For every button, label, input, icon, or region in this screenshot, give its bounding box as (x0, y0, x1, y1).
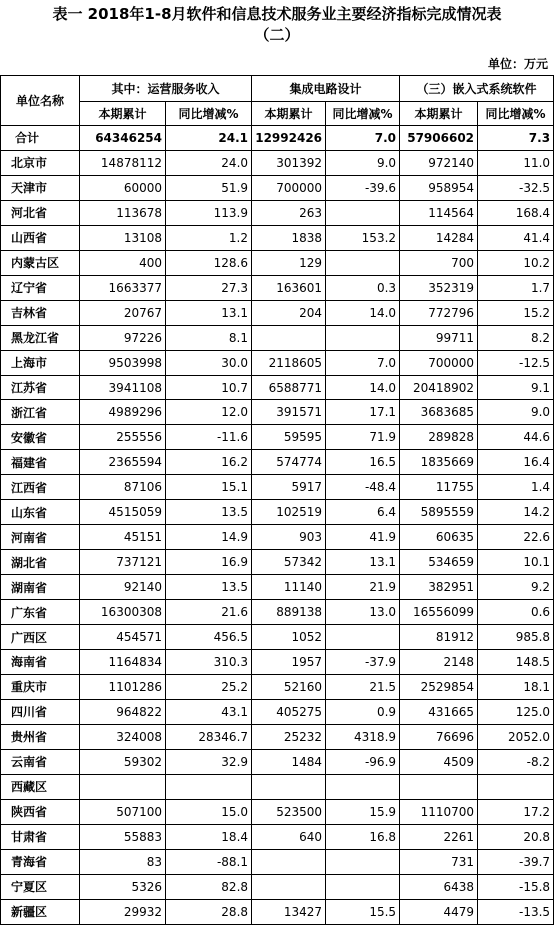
value-cell: 64346254 (80, 126, 166, 151)
value-cell: 2365594 (80, 450, 166, 475)
value-cell: 13.0 (326, 600, 400, 625)
value-cell: 44.6 (478, 425, 554, 450)
value-cell: 76696 (400, 724, 478, 749)
table-title (0, 4, 554, 46)
value-cell (326, 849, 400, 874)
table-row (1, 175, 554, 200)
value-cell: 1.2 (166, 225, 252, 250)
value-cell: 16.5 (326, 450, 400, 475)
value-cell: 640 (252, 824, 326, 849)
table-row (1, 525, 554, 550)
value-cell: -37.9 (326, 650, 400, 675)
value-cell: 12.0 (166, 400, 252, 425)
value-cell: 405275 (252, 699, 326, 724)
value-cell: 153.2 (326, 225, 400, 250)
value-cell: 17.1 (326, 400, 400, 425)
cumulative-header: 本期累计 (80, 102, 166, 126)
value-cell: 5326 (80, 874, 166, 899)
value-cell: 14.2 (478, 500, 554, 525)
value-cell: 28346.7 (166, 724, 252, 749)
value-cell: 4515059 (80, 500, 166, 525)
value-cell: 11.0 (478, 150, 554, 175)
value-cell: 60000 (80, 175, 166, 200)
value-cell: 301392 (252, 150, 326, 175)
value-cell: 22.6 (478, 525, 554, 550)
value-cell (252, 325, 326, 350)
region-name-cell: 宁夏区 (1, 874, 80, 899)
value-cell: 1.7 (478, 275, 554, 300)
value-cell: 7.3 (478, 126, 554, 151)
value-cell: -8.2 (478, 749, 554, 774)
value-cell: -32.5 (478, 175, 554, 200)
table-row (1, 600, 554, 625)
value-cell: 11140 (252, 575, 326, 600)
region-name-cell: 广西区 (1, 625, 80, 650)
value-cell: 21.5 (326, 674, 400, 699)
embedded-software-header: （三）嵌入式系统软件 (400, 76, 554, 102)
value-cell: 129 (252, 250, 326, 275)
value-cell: 15.1 (166, 475, 252, 500)
region-name-cell: 广东省 (1, 600, 80, 625)
region-name-cell: 江苏省 (1, 375, 80, 400)
value-cell: 92140 (80, 575, 166, 600)
ic-design-header: 集成电路设计 (252, 76, 400, 102)
value-cell: 13427 (252, 899, 326, 924)
value-cell: 32.9 (166, 749, 252, 774)
value-cell: 17.2 (478, 799, 554, 824)
value-cell: 14284 (400, 225, 478, 250)
value-cell: 352319 (400, 275, 478, 300)
value-cell: -15.8 (478, 874, 554, 899)
value-cell: 903 (252, 525, 326, 550)
value-cell: 113678 (80, 200, 166, 225)
value-cell: 958954 (400, 175, 478, 200)
value-cell: 382951 (400, 575, 478, 600)
value-cell: 16556099 (400, 600, 478, 625)
value-cell: 168.4 (478, 200, 554, 225)
value-cell: 1052 (252, 625, 326, 650)
value-cell: 9.0 (478, 400, 554, 425)
title-line-1: 表一 2018年1-8月软件和信息技术服务业主要经济指标完成情况表 (52, 5, 502, 23)
value-cell: 574774 (252, 450, 326, 475)
value-cell: 2261 (400, 824, 478, 849)
value-cell (326, 874, 400, 899)
value-cell: 87106 (80, 475, 166, 500)
value-cell: 52160 (252, 674, 326, 699)
region-name-cell: 上海市 (1, 350, 80, 375)
value-cell: 972140 (400, 150, 478, 175)
value-cell: 60635 (400, 525, 478, 550)
yoy-header: 同比增减% (166, 102, 252, 126)
value-cell (326, 325, 400, 350)
region-name-cell: 黑龙江省 (1, 325, 80, 350)
table-row (1, 874, 554, 899)
value-cell: 1484 (252, 749, 326, 774)
table-row (1, 550, 554, 575)
value-cell: 13.1 (326, 550, 400, 575)
value-cell: 9.2 (478, 575, 554, 600)
table-row (1, 899, 554, 924)
value-cell: 114564 (400, 200, 478, 225)
value-cell (326, 625, 400, 650)
value-cell: 20418902 (400, 375, 478, 400)
table-row (1, 674, 554, 699)
value-cell: 4509 (400, 749, 478, 774)
value-cell: 82.8 (166, 874, 252, 899)
unit-name-header: 单位名称 (1, 76, 80, 126)
table-row (1, 724, 554, 749)
value-cell: 45151 (80, 525, 166, 550)
value-cell: 737121 (80, 550, 166, 575)
value-cell: 128.6 (166, 250, 252, 275)
value-cell: 15.9 (326, 799, 400, 824)
value-cell (252, 874, 326, 899)
region-name-cell: 云南省 (1, 749, 80, 774)
value-cell: 21.9 (326, 575, 400, 600)
region-name-cell: 四川省 (1, 699, 80, 724)
value-cell: 0.9 (326, 699, 400, 724)
value-cell: 13.5 (166, 500, 252, 525)
value-cell: -39.7 (478, 849, 554, 874)
value-cell: 13108 (80, 225, 166, 250)
table-row (1, 774, 554, 799)
value-cell: 3941108 (80, 375, 166, 400)
value-cell: 523500 (252, 799, 326, 824)
region-name-cell: 陕西省 (1, 799, 80, 824)
value-cell: 57906602 (400, 126, 478, 151)
value-cell: 700000 (252, 175, 326, 200)
value-cell: 12992426 (252, 126, 326, 151)
value-cell: 7.0 (326, 350, 400, 375)
value-cell: 9.1 (478, 375, 554, 400)
value-cell: -11.6 (166, 425, 252, 450)
region-name-cell: 甘肃省 (1, 824, 80, 849)
table-row (1, 699, 554, 724)
value-cell: 20.8 (478, 824, 554, 849)
value-cell: 2052.0 (478, 724, 554, 749)
table-row (1, 225, 554, 250)
region-name-cell: 河北省 (1, 200, 80, 225)
value-cell: 400 (80, 250, 166, 275)
value-cell: 16.4 (478, 450, 554, 475)
value-cell: 456.5 (166, 625, 252, 650)
value-cell: 204 (252, 300, 326, 325)
table-row (1, 799, 554, 824)
value-cell: 125.0 (478, 699, 554, 724)
value-cell: 13.1 (166, 300, 252, 325)
table-row (1, 849, 554, 874)
value-cell: 7.0 (326, 126, 400, 151)
region-name-cell: 河南省 (1, 525, 80, 550)
value-cell: 97226 (80, 325, 166, 350)
cumulative-header: 本期累计 (400, 102, 478, 126)
value-cell: 71.9 (326, 425, 400, 450)
value-cell: -13.5 (478, 899, 554, 924)
table-row (1, 425, 554, 450)
value-cell: 16.9 (166, 550, 252, 575)
value-cell: 59302 (80, 749, 166, 774)
table-row (1, 275, 554, 300)
value-cell: 1957 (252, 650, 326, 675)
value-cell: 289828 (400, 425, 478, 450)
value-cell: 1110700 (400, 799, 478, 824)
value-cell: 14878112 (80, 150, 166, 175)
value-cell: 14.9 (166, 525, 252, 550)
value-cell: 163601 (252, 275, 326, 300)
table-row (1, 375, 554, 400)
value-cell: 5895559 (400, 500, 478, 525)
value-cell: 1164834 (80, 650, 166, 675)
value-cell: 14.0 (326, 300, 400, 325)
value-cell: -39.6 (326, 175, 400, 200)
value-cell: 534659 (400, 550, 478, 575)
value-cell: 2118605 (252, 350, 326, 375)
value-cell: 985.8 (478, 625, 554, 650)
value-cell: 18.4 (166, 824, 252, 849)
value-cell: 11755 (400, 475, 478, 500)
value-cell: 59595 (252, 425, 326, 450)
value-cell: 57342 (252, 550, 326, 575)
value-cell: 263 (252, 200, 326, 225)
total-row (1, 126, 554, 151)
value-cell: 16.8 (326, 824, 400, 849)
table-row (1, 300, 554, 325)
value-cell: 24.0 (166, 150, 252, 175)
value-cell: 41.9 (326, 525, 400, 550)
value-cell (326, 250, 400, 275)
value-cell: 0.6 (478, 600, 554, 625)
value-cell: 99711 (400, 325, 478, 350)
table-row (1, 450, 554, 475)
value-cell: 41.4 (478, 225, 554, 250)
value-cell: 9503998 (80, 350, 166, 375)
value-cell: 1838 (252, 225, 326, 250)
table-header (1, 76, 554, 126)
value-cell: 391571 (252, 400, 326, 425)
value-cell: 2529854 (400, 674, 478, 699)
value-cell: 5917 (252, 475, 326, 500)
value-cell (252, 774, 326, 799)
table-row (1, 200, 554, 225)
value-cell: 772796 (400, 300, 478, 325)
region-name-cell: 湖南省 (1, 575, 80, 600)
operation-service-header: 其中：运营服务收入 (80, 76, 252, 102)
table-row (1, 400, 554, 425)
region-name-cell: 天津市 (1, 175, 80, 200)
value-cell (80, 774, 166, 799)
value-cell: 81912 (400, 625, 478, 650)
value-cell (478, 774, 554, 799)
value-cell (166, 774, 252, 799)
value-cell: 6438 (400, 874, 478, 899)
value-cell: 113.9 (166, 200, 252, 225)
value-cell: 889138 (252, 600, 326, 625)
value-cell (400, 774, 478, 799)
value-cell (326, 200, 400, 225)
table-row (1, 150, 554, 175)
value-cell: 4989296 (80, 400, 166, 425)
region-name-cell: 海南省 (1, 650, 80, 675)
value-cell: 18.1 (478, 674, 554, 699)
region-name-cell: 山西省 (1, 225, 80, 250)
value-cell: 83 (80, 849, 166, 874)
value-cell: 43.1 (166, 699, 252, 724)
value-cell: 15.5 (326, 899, 400, 924)
value-cell: 15.2 (478, 300, 554, 325)
value-cell: 16.2 (166, 450, 252, 475)
region-name-cell: 内蒙古区 (1, 250, 80, 275)
value-cell: 15.0 (166, 799, 252, 824)
region-name-cell: 山东省 (1, 500, 80, 525)
table-row (1, 350, 554, 375)
value-cell: -12.5 (478, 350, 554, 375)
table-row (1, 575, 554, 600)
value-cell: 1101286 (80, 674, 166, 699)
indicator-table (0, 75, 554, 925)
value-cell: 10.7 (166, 375, 252, 400)
region-name-cell: 合计 (1, 126, 80, 151)
value-cell: 13.5 (166, 575, 252, 600)
value-cell: -48.4 (326, 475, 400, 500)
value-cell: 24.1 (166, 126, 252, 151)
table-row (1, 475, 554, 500)
value-cell: 16300308 (80, 600, 166, 625)
unit-label: 单位：万元 (487, 57, 548, 71)
table-row (1, 250, 554, 275)
value-cell: 10.2 (478, 250, 554, 275)
region-name-cell: 吉林省 (1, 300, 80, 325)
value-cell: 1663377 (80, 275, 166, 300)
value-cell: 700000 (400, 350, 478, 375)
value-cell: 255556 (80, 425, 166, 450)
value-cell: 964822 (80, 699, 166, 724)
value-cell: 507100 (80, 799, 166, 824)
region-name-cell: 重庆市 (1, 674, 80, 699)
value-cell: 1.4 (478, 475, 554, 500)
value-cell: -88.1 (166, 849, 252, 874)
value-cell: 14.0 (326, 375, 400, 400)
table-row (1, 749, 554, 774)
value-cell: 30.0 (166, 350, 252, 375)
value-cell: 25232 (252, 724, 326, 749)
value-cell: 28.8 (166, 899, 252, 924)
value-cell: 4479 (400, 899, 478, 924)
value-cell (252, 849, 326, 874)
value-cell: 27.3 (166, 275, 252, 300)
value-cell: 1835669 (400, 450, 478, 475)
table-row (1, 824, 554, 849)
value-cell: 3683685 (400, 400, 478, 425)
value-cell: 310.3 (166, 650, 252, 675)
value-cell: 324008 (80, 724, 166, 749)
table-row (1, 650, 554, 675)
value-cell: 700 (400, 250, 478, 275)
value-cell (326, 774, 400, 799)
value-cell: 4318.9 (326, 724, 400, 749)
value-cell: 6.4 (326, 500, 400, 525)
region-name-cell: 湖北省 (1, 550, 80, 575)
region-name-cell: 新疆区 (1, 899, 80, 924)
yoy-header: 同比增减% (326, 102, 400, 126)
value-cell: 102519 (252, 500, 326, 525)
region-name-cell: 辽宁省 (1, 275, 80, 300)
region-name-cell: 福建省 (1, 450, 80, 475)
value-cell: 51.9 (166, 175, 252, 200)
cumulative-header: 本期累计 (252, 102, 326, 126)
table-body (1, 126, 554, 925)
table-row (1, 500, 554, 525)
value-cell: 0.3 (326, 275, 400, 300)
value-cell: 20767 (80, 300, 166, 325)
value-cell: 148.5 (478, 650, 554, 675)
value-cell: 6588771 (252, 375, 326, 400)
region-name-cell: 贵州省 (1, 724, 80, 749)
value-cell: 431665 (400, 699, 478, 724)
value-cell: 8.1 (166, 325, 252, 350)
region-name-cell: 安徽省 (1, 425, 80, 450)
value-cell: 55883 (80, 824, 166, 849)
title-line-2: （二） (254, 26, 300, 44)
value-cell: 9.0 (326, 150, 400, 175)
yoy-header: 同比增减% (478, 102, 554, 126)
region-name-cell: 江西省 (1, 475, 80, 500)
value-cell: 454571 (80, 625, 166, 650)
region-name-cell: 青海省 (1, 849, 80, 874)
value-cell: 25.2 (166, 674, 252, 699)
value-cell: 8.2 (478, 325, 554, 350)
region-name-cell: 北京市 (1, 150, 80, 175)
value-cell: -96.9 (326, 749, 400, 774)
value-cell: 29932 (80, 899, 166, 924)
table-row (1, 325, 554, 350)
region-name-cell: 西藏区 (1, 774, 80, 799)
value-cell: 21.6 (166, 600, 252, 625)
value-cell: 10.1 (478, 550, 554, 575)
table-row (1, 625, 554, 650)
value-cell: 2148 (400, 650, 478, 675)
value-cell: 731 (400, 849, 478, 874)
region-name-cell: 浙江省 (1, 400, 80, 425)
